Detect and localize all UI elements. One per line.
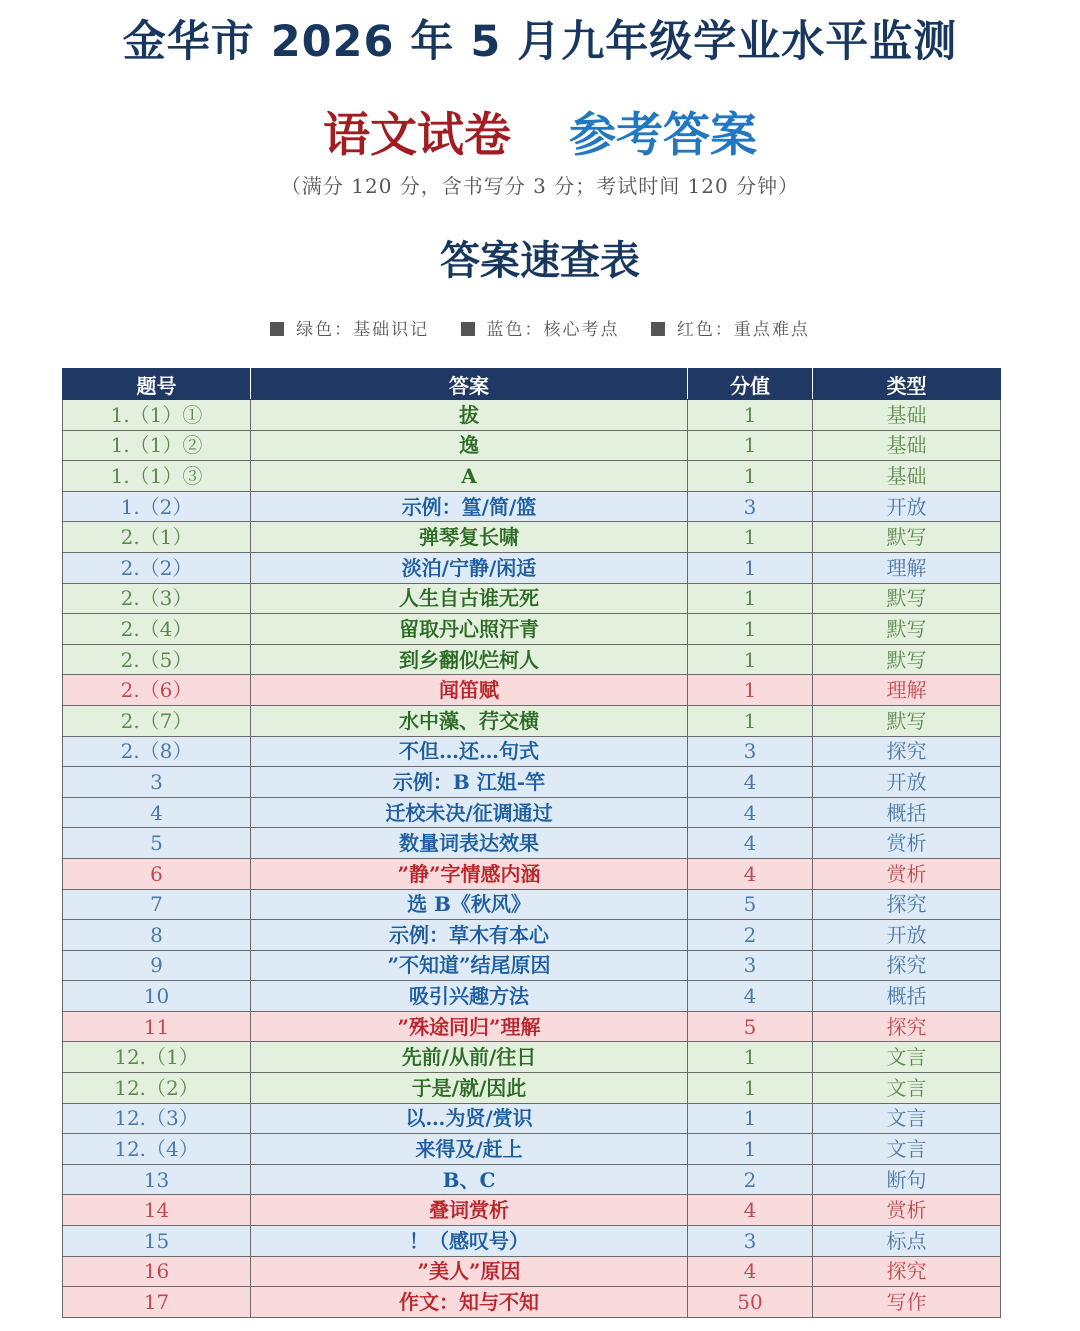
table-row (63, 889, 1001, 920)
table-row (63, 1195, 1001, 1226)
section-title: 答案速查表 (440, 238, 640, 284)
question-no-cell: 12.（2） (63, 1073, 251, 1104)
type-cell: 写作 (813, 1287, 1001, 1318)
table-row (63, 858, 1001, 889)
question-no-cell: 1.（2） (63, 491, 251, 522)
table-row (63, 522, 1001, 553)
score-cell: 1 (688, 614, 813, 645)
answer-cell: 选 B《秋风》 (251, 889, 688, 920)
type-cell: 理解 (813, 552, 1001, 583)
score-cell: 1 (688, 1042, 813, 1073)
table-row (63, 736, 1001, 767)
table-row (63, 705, 1001, 736)
table-row (63, 767, 1001, 798)
answer-cell: 拔 (251, 400, 688, 431)
table-row (63, 1042, 1001, 1073)
subtitle (0, 98, 1080, 165)
type-cell: 赏析 (813, 828, 1001, 859)
answer-cell: 作文：知与不知 (251, 1287, 688, 1318)
color-legend (0, 315, 1080, 340)
answer-cell: 来得及/赶上 (251, 1134, 688, 1165)
type-cell: 开放 (813, 767, 1001, 798)
score-cell: 1 (688, 552, 813, 583)
table-row (63, 461, 1001, 492)
header-type: 类型 (813, 369, 1001, 400)
answer-cell: ”静”字情感内涵 (251, 858, 688, 889)
legend-label: 红色：重点难点 (676, 320, 810, 340)
score-cell: 1 (688, 705, 813, 736)
answer-cell: 水中藻、荇交横 (251, 705, 688, 736)
score-cell: 4 (688, 828, 813, 859)
type-cell: 探究 (813, 1256, 1001, 1287)
question-no-cell: 12.（4） (63, 1134, 251, 1165)
answer-cell: 闻笛赋 (251, 675, 688, 706)
table-row (63, 1011, 1001, 1042)
score-cell: 4 (688, 981, 813, 1012)
type-cell: 默写 (813, 583, 1001, 614)
question-no-cell: 13 (63, 1164, 251, 1195)
type-cell: 概括 (813, 797, 1001, 828)
question-no-cell: 15 (63, 1226, 251, 1257)
table-row (63, 828, 1001, 859)
subtitle-answer-key: 参考答案 (569, 108, 757, 163)
question-no-cell: 2.（2） (63, 552, 251, 583)
type-cell: 默写 (813, 614, 1001, 645)
answer-cell: 到乡翻似烂柯人 (251, 644, 688, 675)
question-no-cell: 12.（3） (63, 1103, 251, 1134)
question-no-cell: 4 (63, 797, 251, 828)
answer-cell: 示例：草木有本心 (251, 920, 688, 951)
header-question-no: 题号 (63, 369, 251, 400)
score-cell: 2 (688, 920, 813, 951)
score-cell: 4 (688, 1195, 813, 1226)
answer-cell: ”不知道”结尾原因 (251, 950, 688, 981)
question-no-cell: 2.（7） (63, 705, 251, 736)
square-icon (461, 322, 475, 336)
legend-label: 绿色：基础识记 (296, 320, 430, 340)
square-icon (651, 322, 665, 336)
type-cell: 标点 (813, 1226, 1001, 1257)
type-cell: 探究 (813, 889, 1001, 920)
question-no-cell: 2.（3） (63, 583, 251, 614)
table-row (63, 1164, 1001, 1195)
legend-item-green (270, 320, 429, 340)
type-cell: 概括 (813, 981, 1001, 1012)
answer-cell: 人生自古谁无死 (251, 583, 688, 614)
table-row (63, 950, 1001, 981)
question-no-cell: 2.（1） (63, 522, 251, 553)
legend-item-red (651, 320, 810, 340)
answer-cell: 示例：篁/简/篮 (251, 491, 688, 522)
question-no-cell: 8 (63, 920, 251, 951)
score-cell: 3 (688, 950, 813, 981)
score-cell: 3 (688, 491, 813, 522)
table-row (63, 797, 1001, 828)
score-cell: 5 (688, 1011, 813, 1042)
table-row (63, 491, 1001, 522)
score-cell: 1 (688, 1134, 813, 1165)
answer-cell: 迁校未决/征调通过 (251, 797, 688, 828)
question-no-cell: 12.（1） (63, 1042, 251, 1073)
type-cell: 探究 (813, 950, 1001, 981)
type-cell: 赏析 (813, 1195, 1001, 1226)
type-cell: 基础 (813, 400, 1001, 431)
type-cell: 探究 (813, 1011, 1001, 1042)
table-row (63, 400, 1001, 431)
score-cell: 5 (688, 889, 813, 920)
page-title: 金华市 2026 年 5 月九年级学业水平监测 (122, 17, 958, 67)
answer-cell: 数量词表达效果 (251, 828, 688, 859)
answer-cell: 吸引兴趣方法 (251, 981, 688, 1012)
score-cell: 4 (688, 797, 813, 828)
table-row (63, 675, 1001, 706)
answer-cell: 弹琴复长啸 (251, 522, 688, 553)
type-cell: 开放 (813, 491, 1001, 522)
answer-cell: A (251, 461, 688, 492)
legend-item-blue (461, 320, 620, 340)
table-row (63, 1256, 1001, 1287)
question-no-cell: 2.（4） (63, 614, 251, 645)
type-cell: 理解 (813, 675, 1001, 706)
question-no-cell: 11 (63, 1011, 251, 1042)
header-score: 分值 (688, 369, 813, 400)
score-cell: 1 (688, 1103, 813, 1134)
answer-cell: 以…为贤/赏识 (251, 1103, 688, 1134)
question-no-cell: 16 (63, 1256, 251, 1287)
score-cell: 1 (688, 583, 813, 614)
table-row (63, 1226, 1001, 1257)
question-no-cell: 3 (63, 767, 251, 798)
score-cell: 1 (688, 675, 813, 706)
question-no-cell: 1.（1）③ (63, 461, 251, 492)
table-row (63, 552, 1001, 583)
exam-note: （满分 120 分，含书写分 3 分；考试时间 120 分钟） (280, 174, 800, 198)
type-cell: 文言 (813, 1103, 1001, 1134)
question-no-cell: 17 (63, 1287, 251, 1318)
answer-cell: 淡泊/宁静/闲适 (251, 552, 688, 583)
answer-cell: 示例：B 江姐-竿 (251, 767, 688, 798)
question-no-cell: 2.（8） (63, 736, 251, 767)
question-no-cell: 5 (63, 828, 251, 859)
question-no-cell: 1.（1）② (63, 430, 251, 461)
score-cell: 1 (688, 400, 813, 431)
table-row (63, 981, 1001, 1012)
question-no-cell: 14 (63, 1195, 251, 1226)
table-row (63, 430, 1001, 461)
question-no-cell: 6 (63, 858, 251, 889)
table-row (63, 614, 1001, 645)
answer-cell: 先前/从前/往日 (251, 1042, 688, 1073)
question-no-cell: 7 (63, 889, 251, 920)
type-cell: 赏析 (813, 858, 1001, 889)
subtitle-exam-name: 语文试卷 (323, 108, 511, 163)
type-cell: 默写 (813, 644, 1001, 675)
score-cell: 3 (688, 1226, 813, 1257)
type-cell: 默写 (813, 705, 1001, 736)
type-cell: 文言 (813, 1073, 1001, 1104)
score-cell: 3 (688, 736, 813, 767)
table-header-row (63, 369, 1001, 400)
table-row (63, 1134, 1001, 1165)
answer-cell: ”殊途同归”理解 (251, 1011, 688, 1042)
table-row (63, 920, 1001, 951)
type-cell: 基础 (813, 430, 1001, 461)
answer-cell: 不但…还…句式 (251, 736, 688, 767)
type-cell: 文言 (813, 1042, 1001, 1073)
score-cell: 4 (688, 1256, 813, 1287)
type-cell: 探究 (813, 736, 1001, 767)
score-cell: 1 (688, 522, 813, 553)
answer-cell: 逸 (251, 430, 688, 461)
answer-cell: 于是/就/因此 (251, 1073, 688, 1104)
score-cell: 1 (688, 430, 813, 461)
score-cell: 1 (688, 644, 813, 675)
question-no-cell: 10 (63, 981, 251, 1012)
score-cell: 2 (688, 1164, 813, 1195)
table-row (63, 1287, 1001, 1318)
table-row (63, 1103, 1001, 1134)
answer-cell: 留取丹心照汗青 (251, 614, 688, 645)
question-no-cell: 1.（1）① (63, 400, 251, 431)
table-row (63, 1073, 1001, 1104)
table-row (63, 644, 1001, 675)
header-answer: 答案 (251, 369, 688, 400)
type-cell: 文言 (813, 1134, 1001, 1165)
question-no-cell: 2.（6） (63, 675, 251, 706)
answer-cell: ”美人”原因 (251, 1256, 688, 1287)
score-cell: 1 (688, 461, 813, 492)
question-no-cell: 9 (63, 950, 251, 981)
answer-cell: ！（感叹号） (251, 1226, 688, 1257)
type-cell: 默写 (813, 522, 1001, 553)
square-icon (270, 322, 284, 336)
question-no-cell: 2.（5） (63, 644, 251, 675)
type-cell: 基础 (813, 461, 1001, 492)
type-cell: 开放 (813, 920, 1001, 951)
answer-table (62, 368, 1001, 1318)
legend-label: 蓝色：核心考点 (486, 320, 620, 340)
score-cell: 4 (688, 858, 813, 889)
answer-cell: B、C (251, 1164, 688, 1195)
score-cell: 50 (688, 1287, 813, 1318)
score-cell: 1 (688, 1073, 813, 1104)
score-cell: 4 (688, 767, 813, 798)
table-row (63, 583, 1001, 614)
answer-cell: 叠词赏析 (251, 1195, 688, 1226)
type-cell: 断句 (813, 1164, 1001, 1195)
